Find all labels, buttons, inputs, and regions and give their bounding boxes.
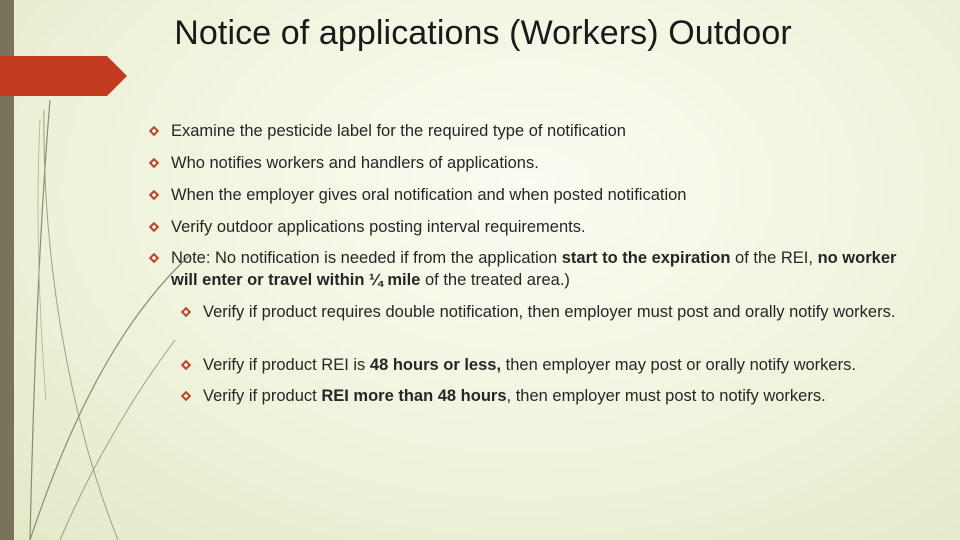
sub-bullet-item bbox=[180, 301, 900, 323]
sub-bold-1: 48 hours or less, bbox=[369, 356, 502, 374]
note-text-2: of the REI, bbox=[730, 249, 818, 267]
bullet-item bbox=[148, 184, 928, 206]
sub-text-2: then employer may post or orally notify workers. bbox=[501, 356, 856, 374]
sub-bullet-item bbox=[180, 385, 940, 407]
diamond-outline-icon bbox=[180, 359, 192, 371]
note-bold-1: start to the expiration bbox=[561, 249, 731, 267]
diamond-outline-icon bbox=[148, 189, 160, 201]
diamond-outline-icon bbox=[148, 125, 160, 137]
note-text-3: of the treated area.) bbox=[420, 271, 570, 289]
sub-bullet-text bbox=[203, 354, 856, 376]
sub-bold-1: REI more than 48 hours bbox=[321, 387, 507, 405]
diamond-outline-icon bbox=[148, 221, 160, 233]
sub-text-1: Verify if product REI is bbox=[203, 356, 370, 374]
sub-text-2: , then employer must post to notify workers. bbox=[506, 387, 826, 405]
sub-bullet-text bbox=[203, 385, 826, 407]
sub-bullet-item bbox=[180, 354, 940, 376]
diamond-outline-icon bbox=[148, 252, 160, 264]
note-bold-2: no worker will enter or travel within ¼ mile bbox=[171, 249, 897, 289]
diamond-outline-icon bbox=[180, 306, 192, 318]
sub-bullet-text: Verify if product requires double notification, then employer must post and orally notify workers. bbox=[203, 303, 896, 321]
bullet-item bbox=[148, 152, 928, 174]
bullet-item bbox=[148, 120, 928, 142]
bullet-text: Verify outdoor applications posting interval requirements. bbox=[171, 218, 586, 236]
diamond-outline-icon bbox=[148, 157, 160, 169]
sub-text-1: Verify if product bbox=[203, 387, 322, 405]
bullet-item-note bbox=[148, 247, 918, 291]
bullet-text bbox=[171, 247, 918, 291]
bullet-text: When the employer gives oral notification and when posted notification bbox=[171, 186, 687, 204]
bullet-item bbox=[148, 216, 928, 238]
slide-title: Notice of applications (Workers) Outdoor bbox=[174, 14, 792, 52]
bullet-text: Who notifies workers and handlers of applications. bbox=[171, 154, 539, 172]
diamond-outline-icon bbox=[180, 390, 192, 402]
note-text-1: Note: No notification is needed if from the application bbox=[171, 249, 562, 267]
bullet-text: Examine the pesticide label for the required type of notification bbox=[171, 122, 626, 140]
